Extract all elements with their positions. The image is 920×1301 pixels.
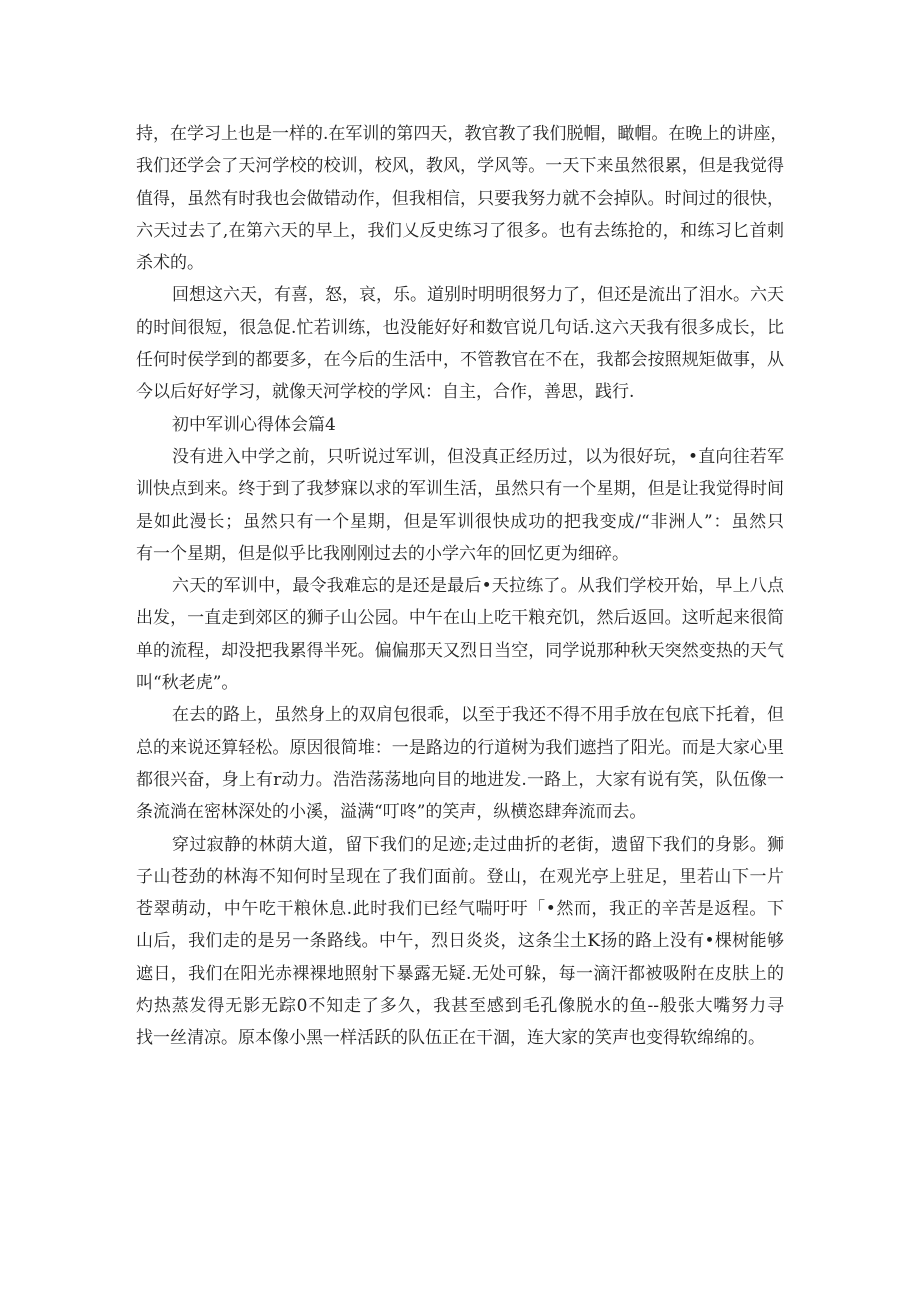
text-line: 遮日，我们在阳光赤裸裸地照射下暴露无疑.无处可躲，每一滴汗都被吸附在皮肤上的	[136, 963, 784, 984]
paragraph	[136, 829, 784, 1055]
text-line: 六天过去了,在第六天的早上，我们乂反史练习了很多。也有去练抢的，和练习匕首刺	[136, 220, 784, 241]
text-line: 在去的路上，虽然身上的双肩包很乖，以至于我还不得不用手放在包底下托着，但	[172, 705, 784, 726]
text-line: 穿过寂静的林荫大道，留下我们的足迹;走过曲折的老街，遗留下我们的身影。狮	[172, 834, 784, 855]
text-line: 六天的军训中，最令我难忘的是还是最后•天拉练了。从我们学校开始，早上八点	[172, 576, 784, 597]
text-line: 任何时侯学到的都要多，在今后的生活中，不管教官在不在，我都会按照规矩做事，从	[136, 350, 784, 371]
text-line: 总的来说还算轻松。原因很简堆：一是路边的行道树为我们遮挡了阳光。而是大家心里	[136, 737, 784, 758]
text-line: 有一个星期，但是似乎比我刚刚过去的小学六年的回忆更为细碎。	[136, 543, 629, 564]
section-heading-text: 初中军训心得体会篇4	[172, 414, 336, 435]
paragraph	[136, 570, 784, 699]
text-line: 都很兴奋，身上有r动力。浩浩荡荡地向目的地进发.一路上，大家有说有笑，队伍像一	[136, 769, 784, 790]
text-line: 我们还学会了天河学校的校训，校风，教风，学风等。一天下来虽然很累，但是我觉得	[136, 156, 784, 177]
text-line: 今以后好好学习，就像天河学校的学风：自主，合作，善思，践行.	[136, 382, 635, 403]
text-line: 没有进入中学之前，只听说过军训，但没真正经历过，以为很好玩，•直向往若军	[172, 446, 784, 467]
text-line: 山后，我们走的是另一条路线。中午，烈日炎炎，这条尘土K扬的路上没有•棵树能够	[136, 931, 784, 952]
text-line: 训快点到来。终于到了我梦寐以求的军训生活，虽然只有一个星期，但是让我觉得时间	[136, 479, 784, 500]
text-line: 杀术的。	[136, 253, 204, 274]
paragraph	[136, 118, 788, 279]
text-line: 值得，虽然有时我也会做错动作，但我相信，只要我努力就不会掉队。时间过的很快，	[136, 188, 784, 209]
paragraph	[136, 699, 784, 828]
text-line: 苍翠萌动，中午吃干粮休息.此时我们已经气喘吁吁「•然而，我正的辛苦是返程。下	[136, 899, 784, 920]
text-line: 找一丝清凉。原本像小黑一样活跃的队伍正在干涸，连大家的笑声也变得软绵绵的。	[136, 1028, 765, 1049]
text-line: 是如此漫长；虽然只有一个星期，但是军训很快成功的把我变成/“非洲人”：虽然只	[136, 511, 784, 532]
section-heading	[136, 409, 784, 441]
text-line: 条流淌在密林深处的小溪，溢满“叮咚”的笑声，纵横恣肆奔流而去。	[136, 802, 647, 823]
paragraph	[136, 279, 784, 408]
text-line: 叫“秋老虎”。	[136, 673, 239, 694]
text-line: 回想这六天，有喜，怒，哀，乐。道别时明明很努力了，但还是流出了泪水。六天	[172, 285, 784, 306]
text-line: 子山苍劲的林海不知何时呈现在了我们面前。登山，在观光亭上驻足，里若山下一片	[136, 866, 784, 887]
text-line: 灼热蒸发得无影无踪0不知走了多久，我甚至感到毛孔像脱水的鱼--般张大嘴努力寻	[136, 996, 784, 1017]
paragraph	[136, 441, 784, 570]
text-line: 持，在学习上也是一样的.在军训的第四天，教官教了我们脱帽，瞰帽。在晚上的讲座，	[136, 124, 788, 144]
text-line: 的时间很短，很急促.忙若训练，也没能好好和数官说几句话.这六天我有很多成长，比	[136, 317, 784, 338]
text-line: 出发，一直走到郊区的狮子山公园。中午在山上吃干粮充饥，然后返回。这听起来很简	[136, 608, 784, 629]
text-line: 单的流程，却没把我累得半死。偏偏那天又烈日当空，同学说那种秋天突然变热的天气	[136, 640, 784, 661]
document-body	[136, 118, 788, 1055]
